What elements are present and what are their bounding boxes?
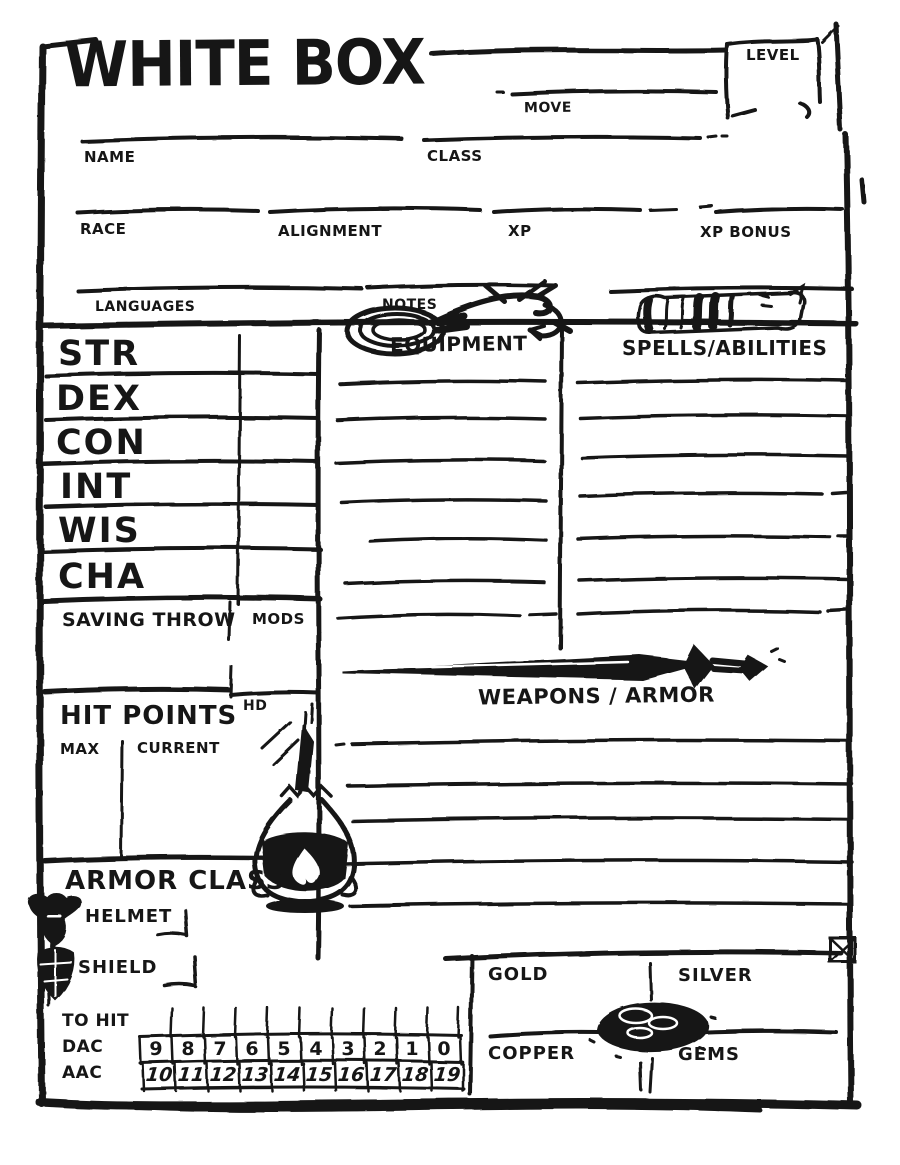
sword-icon xyxy=(342,646,785,687)
helmet-box-field[interactable] xyxy=(158,906,188,937)
cha-mod-field[interactable] xyxy=(242,551,317,599)
hit-points-title: HIT POINTS xyxy=(60,701,238,731)
str-score-field[interactable] xyxy=(46,332,238,375)
silver-label: SILVER xyxy=(678,965,753,986)
aac-value: 12 xyxy=(208,1064,238,1086)
dac-value: 6 xyxy=(245,1038,259,1060)
con-score-field[interactable] xyxy=(46,420,238,463)
to-hit-label: TO HIT xyxy=(62,1011,130,1031)
scroll-icon xyxy=(638,286,803,333)
helmet-label: HELMET xyxy=(85,906,173,927)
str-mod-field[interactable] xyxy=(242,332,317,375)
alignment-label: ALIGNMENT xyxy=(278,222,383,240)
languages-field[interactable] xyxy=(78,262,362,290)
shield-box-field[interactable] xyxy=(165,955,197,988)
stat-label-dex: DEX xyxy=(56,379,142,419)
saving-throw-mods-field[interactable] xyxy=(232,638,317,688)
to-hit-row-field[interactable] xyxy=(140,1008,460,1036)
xp-bonus-field[interactable] xyxy=(716,183,842,211)
hp-current-field[interactable] xyxy=(126,762,316,857)
sheet-title: WHITE BOX xyxy=(64,25,426,102)
dac-value: 3 xyxy=(341,1038,355,1060)
aac-values-row xyxy=(143,1064,463,1088)
move-label: MOVE xyxy=(523,99,572,117)
copper-field[interactable] xyxy=(480,1040,645,1092)
stat-label-con: CON xyxy=(56,423,147,463)
dac-value: 7 xyxy=(213,1038,227,1060)
saving-throw-field[interactable] xyxy=(46,638,228,690)
dex-mod-field[interactable] xyxy=(242,376,317,419)
notes-field[interactable] xyxy=(368,258,852,287)
saving-throw-label: SAVING THROW xyxy=(62,609,236,631)
int-mod-field[interactable] xyxy=(242,464,317,506)
hd-label: HD xyxy=(243,698,268,714)
armor-class-title: ARMOR CLASS xyxy=(65,866,286,896)
xp-bonus-label: XP BONUS xyxy=(700,223,792,241)
armor-class-field[interactable] xyxy=(250,862,316,898)
level-field[interactable] xyxy=(730,54,814,114)
hp-current-label: CURRENT xyxy=(137,739,220,757)
stat-label-str: STR xyxy=(58,334,141,374)
aac-value: 11 xyxy=(176,1064,206,1086)
shield-label: SHIELD xyxy=(78,957,158,978)
dac-values-row xyxy=(140,1038,460,1062)
aac-value: 16 xyxy=(336,1064,366,1086)
xp-field[interactable] xyxy=(494,183,676,211)
move-field[interactable] xyxy=(512,64,716,92)
aac-value: 15 xyxy=(304,1064,334,1086)
aac-value: 13 xyxy=(240,1064,270,1086)
cha-score-field[interactable] xyxy=(46,551,238,599)
spells-lines-area[interactable] xyxy=(570,345,855,640)
notes-label: NOTES xyxy=(382,297,438,313)
dac-value: 8 xyxy=(181,1038,195,1060)
dac-value: 2 xyxy=(373,1038,387,1060)
gold-label: GOLD xyxy=(488,964,549,985)
dac-label: DAC xyxy=(62,1037,104,1057)
dac-value: 9 xyxy=(149,1038,163,1060)
race-field[interactable] xyxy=(78,183,258,211)
level-label: LEVEL xyxy=(746,46,800,64)
equipment-header: EQUIPMENT xyxy=(389,331,528,357)
name-label: NAME xyxy=(84,148,136,166)
gems-field[interactable] xyxy=(658,1040,838,1092)
dac-value: 1 xyxy=(405,1038,419,1060)
hp-max-label: MAX xyxy=(60,740,100,758)
alignment-field[interactable] xyxy=(270,183,480,211)
weapons-lines-area[interactable] xyxy=(335,705,855,945)
stat-label-int: INT xyxy=(60,467,133,507)
aac-value: 18 xyxy=(400,1064,430,1086)
spells-header: SPELLS/ABILITIES xyxy=(622,336,828,360)
wis-score-field[interactable] xyxy=(46,507,238,550)
stat-label-cha: CHA xyxy=(58,557,147,597)
int-score-field[interactable] xyxy=(46,464,238,506)
gold-field[interactable] xyxy=(480,962,645,1032)
wis-mod-field[interactable] xyxy=(242,507,317,550)
copper-label: COPPER xyxy=(488,1043,576,1064)
languages-label: LANGUAGES xyxy=(95,299,196,315)
dac-value: 5 xyxy=(277,1038,291,1060)
aac-value: 19 xyxy=(432,1064,462,1086)
hp-max-field[interactable] xyxy=(48,762,120,857)
hd-field[interactable] xyxy=(268,694,318,720)
equipment-lines-area[interactable] xyxy=(330,345,558,640)
dac-value: 0 xyxy=(437,1038,451,1060)
aac-value: 10 xyxy=(144,1064,174,1086)
race-label: RACE xyxy=(80,220,127,238)
con-mod-field[interactable] xyxy=(242,420,317,463)
gems-label: GEMS xyxy=(678,1044,740,1065)
name-field[interactable] xyxy=(82,110,402,139)
dac-value: 4 xyxy=(309,1038,323,1060)
class-label: CLASS xyxy=(427,147,483,165)
dex-score-field[interactable] xyxy=(46,376,238,419)
aac-value: 14 xyxy=(272,1064,302,1086)
xp-label: XP xyxy=(508,222,532,240)
weapons-armor-header: WEAPONS / ARMOR xyxy=(477,682,715,710)
aac-label: AAC xyxy=(62,1063,103,1083)
class-field[interactable] xyxy=(424,110,700,139)
mods-label: MODS xyxy=(252,610,305,628)
aac-value: 17 xyxy=(368,1064,398,1086)
silver-field[interactable] xyxy=(658,962,838,1032)
stat-label-wis: WIS xyxy=(58,511,141,551)
